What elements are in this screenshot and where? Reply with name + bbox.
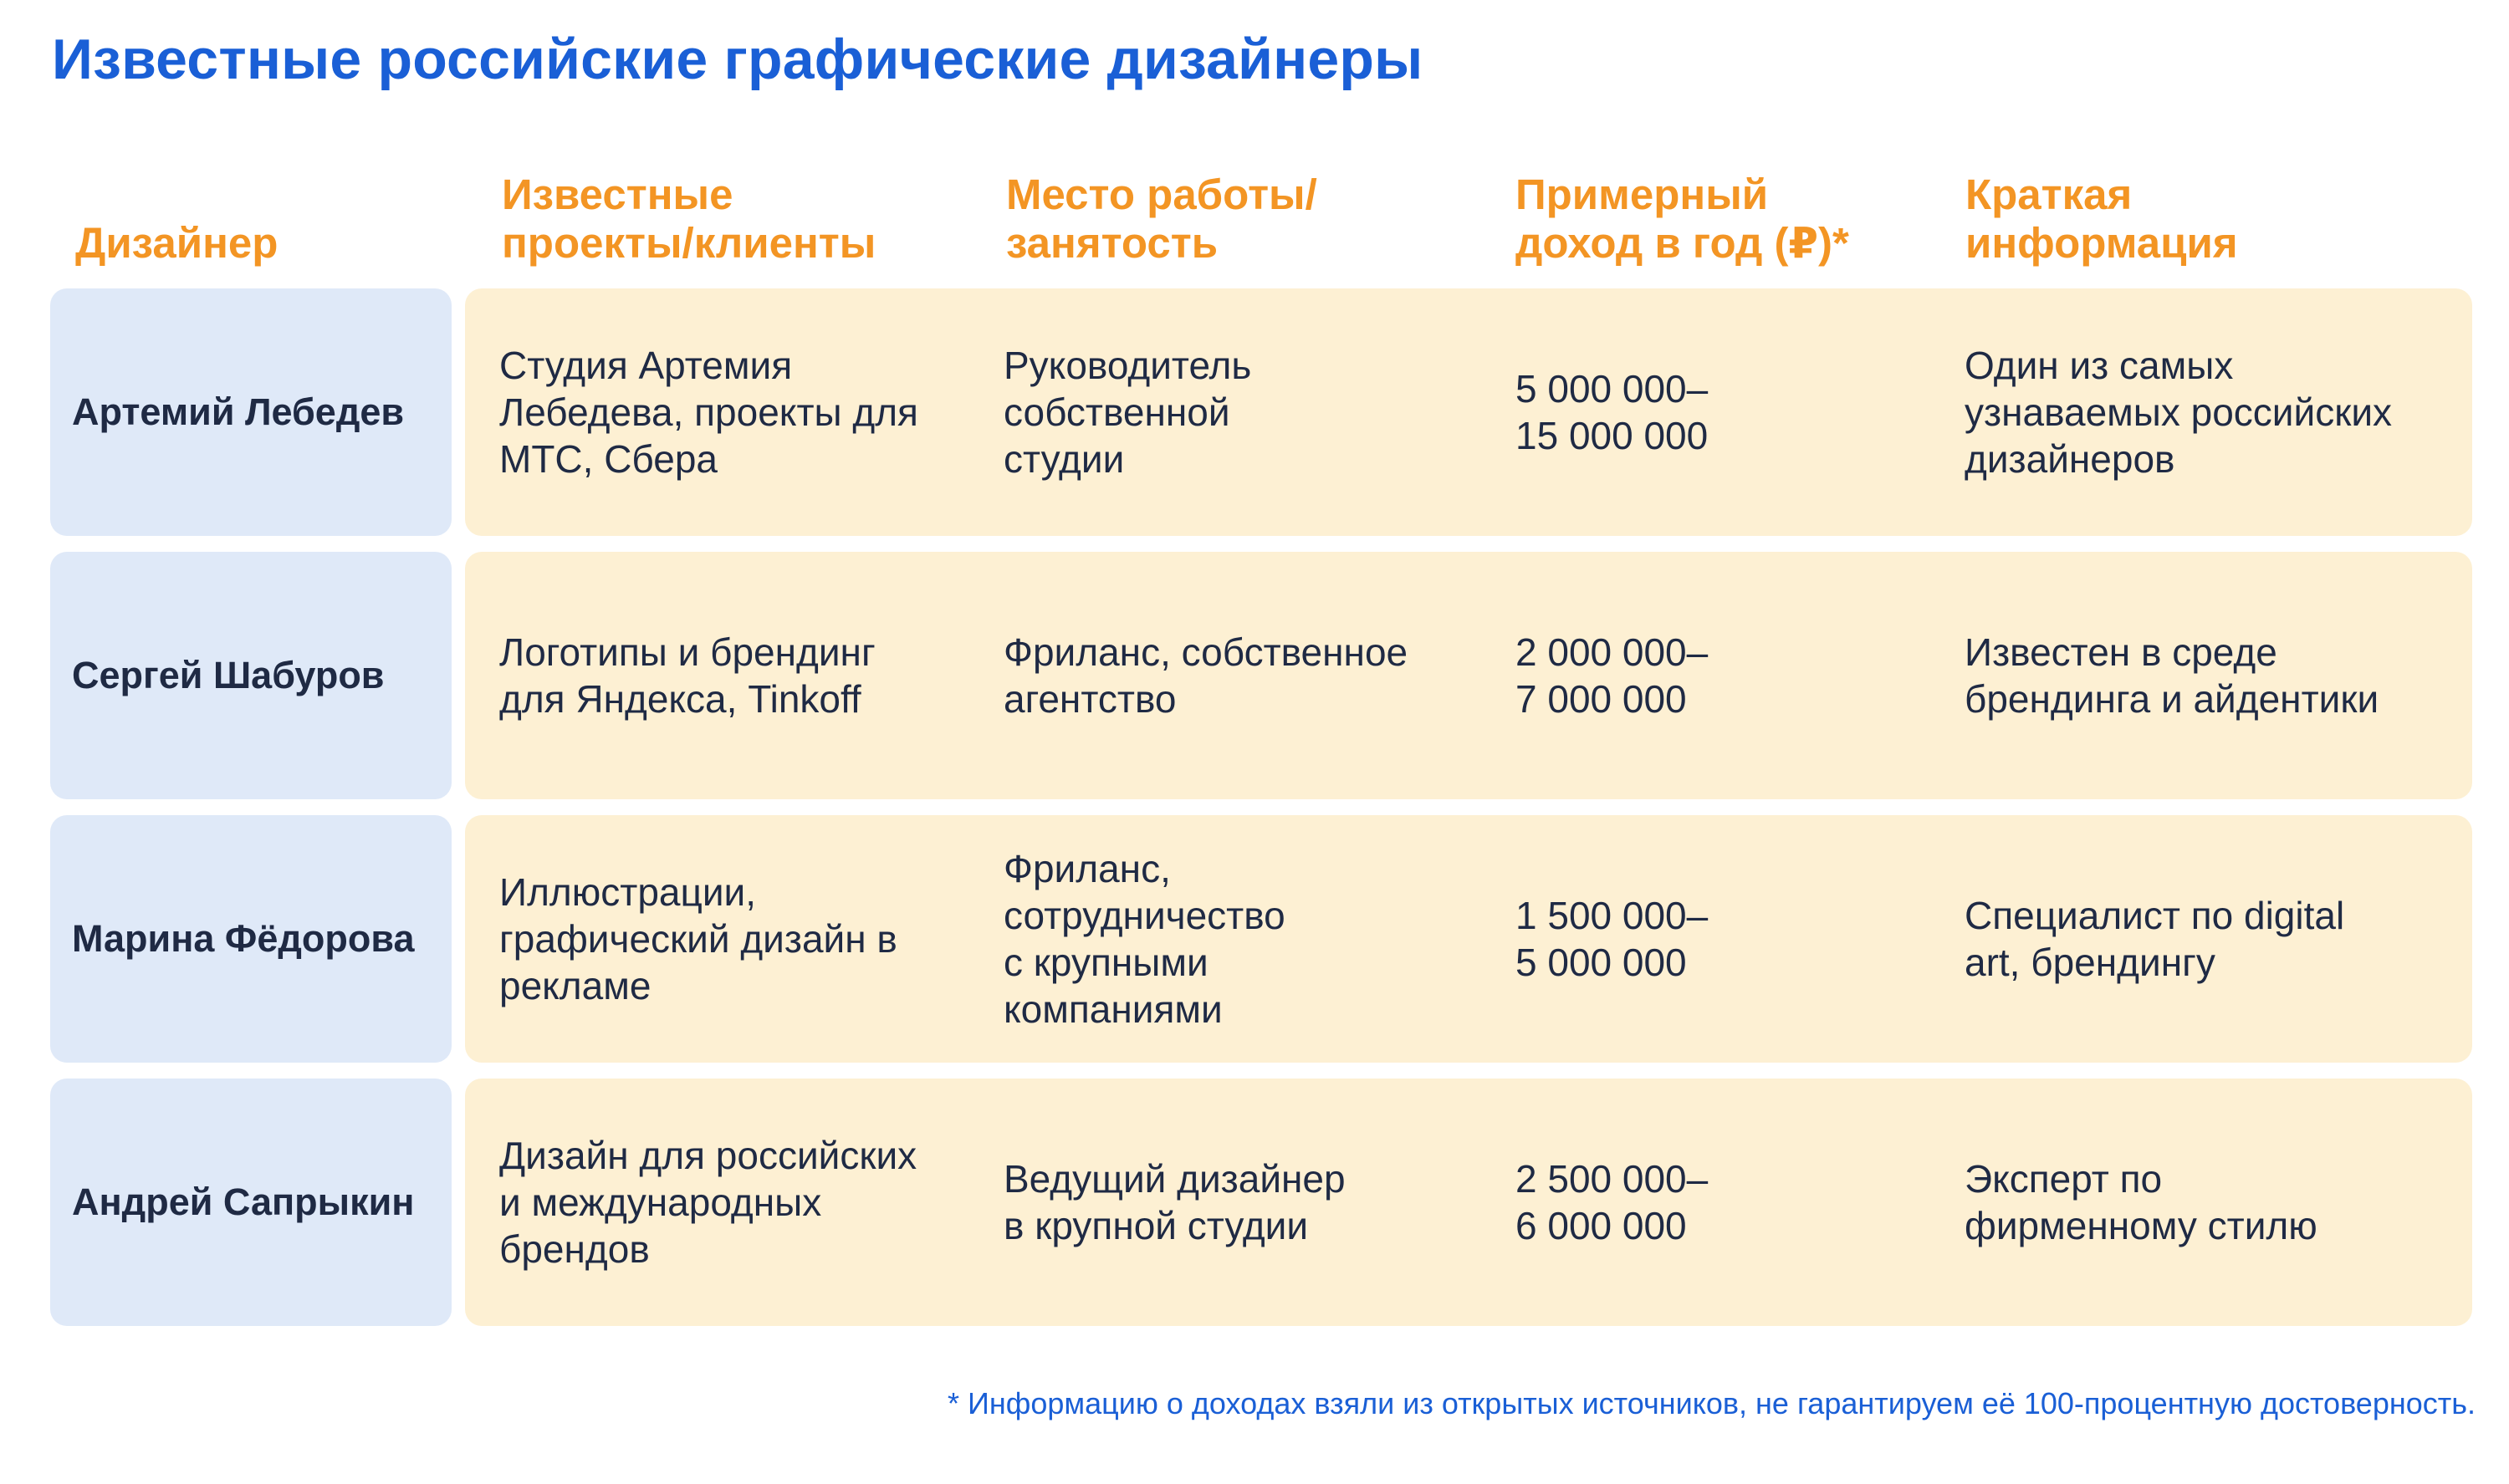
table-row [50,815,2472,1063]
projects-cell: Логотипы и брендинг для Яндекса, Tinkoff [499,630,876,721]
table-row [50,1079,2472,1326]
designer-name-cell [50,552,452,799]
income-cell: 5 000 000– 15 000 000 [1515,367,1709,457]
income-cell: 2 000 000– 7 000 000 [1515,630,1709,721]
projects-cell: Дизайн для российских и международных брендов [499,1134,917,1271]
designer-name-cell [50,815,452,1063]
info-cell: Эксперт по фирменному стилю [1965,1157,2317,1247]
header-designer: Дизайнер [75,219,278,267]
work-cell: Фриланс, собственное агентство [1004,630,1408,721]
designer-name-cell [50,288,452,536]
designer-name: Андрей Сапрыкин [72,1181,415,1223]
income-footnote: * Информацию о доходах взяли из открытых источников, не гарантируем её 100-процентную достоверность. [947,1386,2476,1420]
designer-name: Артемий Лебедев [72,390,405,433]
info-cell: Известен в среде брендинга и айдентики [1965,630,2379,721]
designer-name: Сергей Шабуров [72,654,385,696]
designer-name: Марина Фёдорова [72,917,415,960]
income-cell: 1 500 000– 5 000 000 [1515,894,1709,984]
header-info: Краткая информация [1965,171,2238,267]
projects-cell: Студия Артемия Лебедева, проекты для МТС, Сбера [499,344,918,481]
designer-name-cell [50,1079,452,1326]
header-income: Примерный доход в год (₽)* [1515,171,1849,267]
projects-cell: Иллюстрации, графический дизайн в рекламе [499,870,897,1007]
header-projects: Известные проекты/клиенты [502,171,876,267]
income-cell: 2 500 000– 6 000 000 [1515,1157,1709,1247]
page-title: Известные российские графические дизайнеры [52,28,1423,91]
header-work: Место работы/ занятость [1006,171,1317,267]
work-cell: Руководитель собственной студии [1004,344,1252,481]
work-cell: Ведущий дизайнер в крупной студии [1004,1157,1346,1247]
table-row [50,552,2472,799]
info-cell: Один из самых узнаваемых российских дизайнеров [1965,344,2393,481]
work-cell: Фриланс, сотрудничество с крупными компаниями [1004,847,1285,1031]
info-cell: Специалист по digital art, брендингу [1965,894,2345,984]
table-row [50,288,2472,536]
